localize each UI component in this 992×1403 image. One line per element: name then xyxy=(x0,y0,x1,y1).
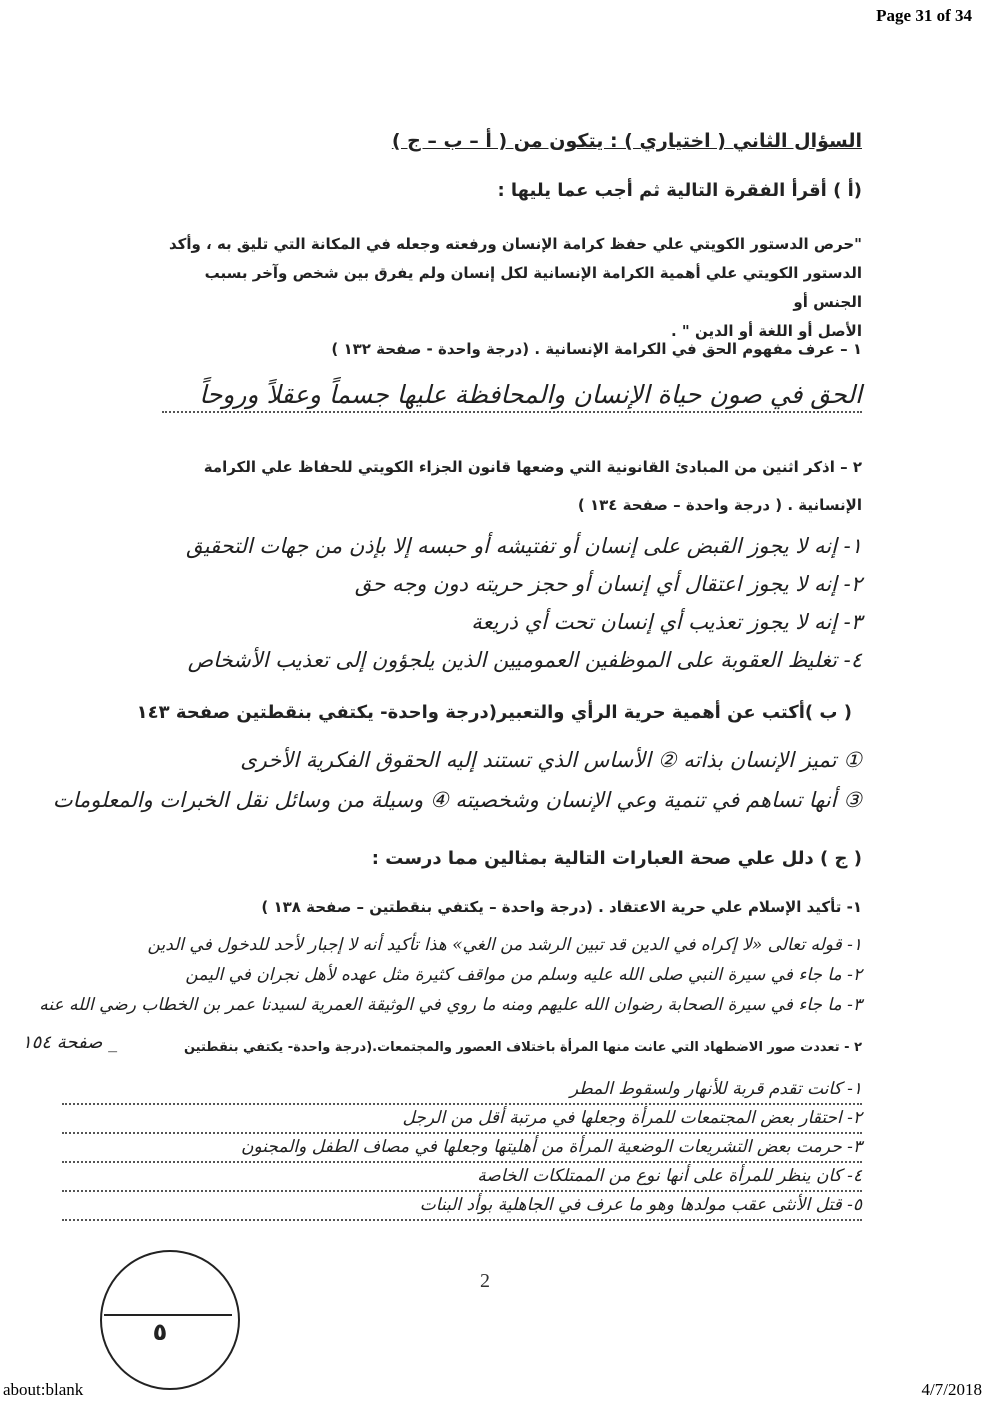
answer-line: ١- كانت تقدم قربة للأنهار ولسقوط المطر xyxy=(62,1076,862,1105)
answer-line: ٥- قتل الأنثى عقب مولدها وهو ما عرف في الجاهلية بوأد البنات xyxy=(62,1192,862,1221)
answer-line: ٣- ما جاء في سيرة الصحابة رضوان الله عليهم ومنه ما روي في الوثيقة العمرية لسيدنا عمر بن الخطاب رضي الله عنه xyxy=(39,995,862,1015)
question-a2-line: الإنسانية . ( درجة واحدة – صفحة ١٣٤ ) xyxy=(577,496,862,514)
sheet-page-number: 2 xyxy=(480,1270,490,1292)
answer-line: ③ أنها تساهم في تنمية وعي الإنسان وشخصيته ④ وسيلة من وسائل نقل الخبرات والمعلومات xyxy=(52,788,862,812)
url-footer: about:blank xyxy=(3,1380,84,1399)
answer-line: ٤- كان ينظر للمرأة على أنها نوع من الممتلكات الخاصة xyxy=(62,1163,862,1192)
passage-line: الدستور الكويتي علي أهمية الكرامة الإنسانية لكل إنسان ولم يفرق بين شخص وآخر بسبب الجنس أو xyxy=(204,264,862,311)
passage-line: الأصل أو اللغة أو الدين " . xyxy=(670,322,862,340)
page-indicator: Page 31 of 34 xyxy=(876,6,972,25)
passage-line: "حرص الدستور الكويتي علي حفظ كرامة الإنسان ورفعته وجعله في المكانة التي تليق به ، وأكد xyxy=(168,235,862,253)
answer-a2 xyxy=(22,527,862,679)
answer-a1: الحق في صون حياة الإنسان والمحافظة عليها جسماً وعقلاً وروحاً xyxy=(162,380,862,413)
answer-line: ٢- ما جاء في سيرة النبي صلى الله عليه وسلم من مواقف كثيرة مثل عهده لأهل نجران في اليمن xyxy=(185,965,862,985)
answer-line: ٢- إنه لا يجوز اعتقال أي إنسان أو حجز حريته دون وجه حق xyxy=(354,572,862,596)
question-a2-line: ٢ – اذكر اثنين من المبادئ القانونية التي وضعها قانون الجزاء الكويتي للحفاظ علي الكرامة xyxy=(203,458,862,476)
date-footer: 4/7/2018 xyxy=(921,1380,982,1399)
score-divider xyxy=(104,1314,232,1316)
passage xyxy=(162,230,862,346)
answer-line: ١- قوله تعالى «لا إكراه في الدين قد تبين الرشد من الغي» هذا تأكيد أنه لا إجبار لأحد للدخول في الدين xyxy=(147,935,862,955)
question-c1: ١- تأكيد الإسلام علي حرية الاعتقاد . (درجة واحدة – يكتفي بنقطتين – صفحة ١٣٨ ) xyxy=(261,898,862,916)
question-c2: ٢ - تعددت صور الاضطهاد التي عانت منها المرأة باختلاف العصور والمجتمعات.(درجة واحدة- يكتفي بنقطتين xyxy=(183,1040,862,1055)
answer-line: ١- إنه لا يجوز القبض على إنسان أو تفتيشه أو حبسه إلا بإذن من جهات التحقيق xyxy=(186,534,862,558)
question-title: السؤال الثاني ( اختياري ) : يتكون من ( أ – ب – ج ) xyxy=(391,130,862,152)
question-a1: ١ – عرف مفهوم الحق في الكرامة الإنسانية . (درجة واحدة - صفحة ١٣٢ ) xyxy=(331,340,862,358)
part-a-title: (أ ) أقرأ الفقرة التالية ثم أجب عما يليها : xyxy=(497,180,862,201)
answer-line: ٣- إنه لا يجوز تعذيب أي إنسان تحت أي ذريعة xyxy=(471,610,862,634)
answer-c2 xyxy=(62,1076,862,1221)
answer-line: ① تميز الإنسان بذاته ② الأساس الذي تستند إليه الحقوق الفكرية الأخرى xyxy=(240,748,862,772)
question-c2-page-ref: _ صفحة ١٥٤ xyxy=(22,1032,118,1053)
answer-line: ٢- احتقار بعض المجتمعات للمرأة وجعلها في مرتبة أقل من الرجل xyxy=(62,1105,862,1134)
answer-c1 xyxy=(2,930,862,1020)
question-a2 xyxy=(162,448,862,524)
answer-line: ٣- حرمت بعض التشريعات الوضعية المرأة من أهليتها وجعلها في مصاف الطفل والمجنون xyxy=(62,1134,862,1163)
part-b-title: ( ب )أكتب عن أهمية حرية الرأي والتعبير(درجة واحدة- يكتفي بنقطتين صفحة ١٤٣ xyxy=(136,702,852,723)
score-value: ٥ xyxy=(152,1318,168,1346)
answer-line: ٤- تغليظ العقوبة على الموظفين العموميين الذين يلجؤون إلى تعذيب الأشخاص xyxy=(187,648,862,672)
answer-b xyxy=(22,740,862,820)
part-c-title: ( ج ) دلل علي صحة العبارات التالية بمثالين مما درست : xyxy=(371,848,862,869)
